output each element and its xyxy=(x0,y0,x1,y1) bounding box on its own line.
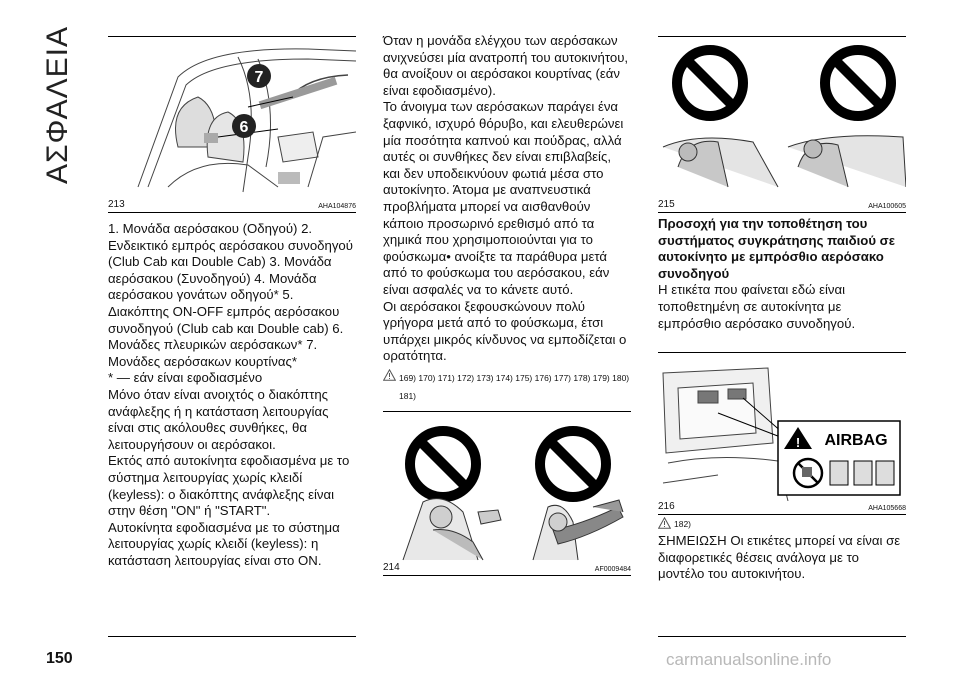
figure-number: 216 xyxy=(658,501,675,513)
column-2-text xyxy=(383,33,631,365)
svg-text:7: 7 xyxy=(254,69,264,86)
figure-213-image xyxy=(108,37,356,199)
figure-code: AF0009484 xyxy=(594,565,631,573)
seat-airbag-illustration xyxy=(108,37,356,199)
prohibited-icon xyxy=(677,50,743,116)
figure-215-image xyxy=(658,37,906,199)
figure-214-image xyxy=(383,412,631,562)
figure-number: 215 xyxy=(658,199,675,210)
figure-number: 213 xyxy=(108,199,125,210)
figure-213-caption xyxy=(108,199,356,213)
child-seat-warning-illustration xyxy=(658,37,906,199)
column-1-text xyxy=(108,221,356,569)
seating-posture-illustration xyxy=(383,412,631,562)
figure-code: AHA105668 xyxy=(868,505,906,513)
prohibited-icon xyxy=(825,50,891,116)
airbag-warning-label xyxy=(778,421,900,495)
warning-references xyxy=(658,517,906,531)
page-number: 150 xyxy=(46,650,73,667)
figure-216-image xyxy=(658,353,906,501)
reference-list: 182) xyxy=(674,519,692,530)
figure-216-caption xyxy=(658,501,906,515)
callout-7 xyxy=(247,64,271,88)
paragraph: Το άνοιγμα των αερόσακων παράγει ένα ξαφνικό, ισχυρό θόρυβο, και ελευθερώνει μία ποσότητα καπνού και πούδρας, αλλά αυτές οι συνθήκες δεν είναι επιβλαβείς, και δεν υποδεικνύουν φωτιά μέσα στο αυτοκίνητο. Άτομα με αναπνευστικά προβλήματα μπορεί να αισθανθούν κάποιο προσωρινό ερεθισμό από τα χημικά που χρησιμοποιούνται για το φούσκωμα• ανοίξτε τα παράθυρα μετά από το φούσκωμα του αερόσακου, εάν είναι ασφαλές να το κάνετε αυτό. xyxy=(383,99,624,297)
paragraph: Μόνο όταν είναι ανοιχτός ο διακόπτης ανάφλεξης ή η κατάσταση λειτουργίας είναι στις ακόλουθες συνθήκες, θα λειτουργήσουν οι αερόσακοι. xyxy=(108,386,329,452)
section-tab xyxy=(38,25,78,185)
paragraph: Εκτός από αυτοκίνητα εφοδιασμένα με το σύστημα λειτουργίας χωρίς κλειδί (keyless): ο διακόπτης ανάφλεξης είναι στην θέση "ON" ή "START". xyxy=(108,453,350,519)
column-2 xyxy=(383,33,631,576)
paragraph: * — εάν είναι εφοδιασμένο xyxy=(108,370,263,386)
airbag-label-text: AIRBAG xyxy=(824,432,888,450)
warning-references xyxy=(383,369,631,405)
warning-triangle-icon xyxy=(383,369,396,381)
section-tab-label: ΑΣΦΑΛΕΙΑ xyxy=(41,25,74,185)
section-heading: Προσοχή για την τοποθέτηση του συστήματος συγκράτησης παιδιού σε αυτοκίνητο με εμπρόσθιο αερόσακο συνοδηγού xyxy=(658,216,895,281)
figure-number: 214 xyxy=(383,561,400,573)
figure-code: AHA100605 xyxy=(868,203,906,210)
figure-code: AHA104876 xyxy=(318,203,356,210)
prohibited-icon xyxy=(410,431,476,497)
paragraph: Οι αερόσακοι ξεφουσκώνουν πολύ γρήγορα μετά από το φούσκωμα, έτσι υπάρχει μικρός κίνδυνος να εμποδίζεται ο ορατότητα. xyxy=(383,298,627,364)
paragraph: Όταν η μονάδα ελέγχου των αερόσακων ανιχνεύσει μία ανατροπή του αυτοκινήτου, θα ανοίξουν οι αερόσακοι κουρτίνας (εάν είναι εφοδιασμένο). xyxy=(383,33,629,98)
sun-visor-label-illustration xyxy=(658,353,906,501)
callout-6 xyxy=(232,114,256,138)
column-1-bottom-rule xyxy=(108,636,356,637)
column-3-paragraph: Η ετικέτα που φαίνεται εδώ είναι τοποθετημένη σε αυτοκίνητα με εμπρόσθιο αερόσακο συνοδηγού. xyxy=(658,282,856,331)
svg-text:!: ! xyxy=(795,435,801,451)
figure-215-caption xyxy=(658,199,906,213)
column-3-bottom-rule xyxy=(658,636,906,637)
svg-text:6: 6 xyxy=(239,119,249,136)
paragraph: Αυτοκίνητα εφοδιασμένα με το σύστημα λειτουργίας χωρίς κλειδί (keyless): η κατάσταση λειτουργίας είναι στο ON. xyxy=(108,519,340,568)
reference-list: 169) 170) 171) 172) 173) 174) 175) 176) 177) 178) 179) 180) 181) xyxy=(399,372,630,401)
paragraph: 1. Μονάδα αερόσακου (Οδηγού) 2. Ενδεικτικό εμπρός αερόσακου συνοδηγού (Club Cab και Double Cab) 3. Μονάδα αερόσακου (Συνοδηγού) 4. Μονάδα αερόσακου γονάτων οδηγού* 5. Διακόπτης ON-OFF εμπρός αερόσακου συνοδηγού (Club cab και Double cab) 6. Μονάδες πλευρικών αερόσακων* 7. Μονάδες αερόσακων κουρτίνας* xyxy=(108,221,353,369)
warning-triangle-icon xyxy=(658,517,671,529)
note-paragraph: ΣΗΜΕΙΩΣΗ Οι ετικέτες μπορεί να είναι σε διαφορετικές θέσεις ανάλογα με το μοντέλο του αυτοκινήτου. xyxy=(658,533,901,582)
figure-214-caption xyxy=(383,562,631,576)
prohibited-icon xyxy=(540,431,606,497)
watermark: carmanualsonline.info xyxy=(666,650,832,669)
column-1 xyxy=(108,0,356,569)
column-3 xyxy=(658,0,906,583)
